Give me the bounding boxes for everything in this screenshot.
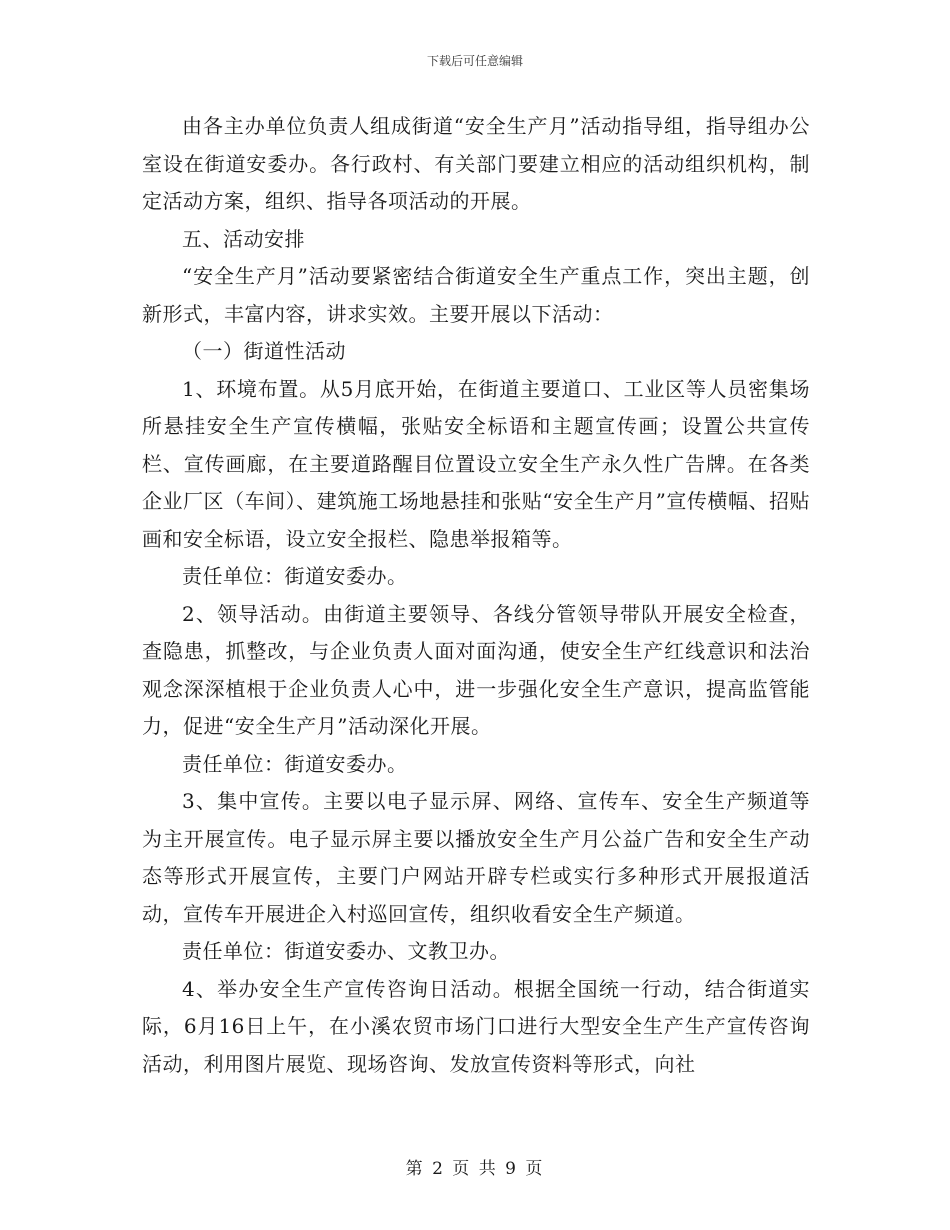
paragraph-item-2: 2、领导活动。由街道主要领导、各线分管领导带队开展安全检查，查隐患，抓整改，与企业负责人面对面沟通，使安全生产红线意识和法治观念深深植根于企业负责人心中，进一步强化安全生产意识，提高监管能力，促进“安全生产月”活动深化开展。 — [142, 601, 810, 738]
page-footer: 第 2 页 共 9 页 — [405, 1159, 545, 1179]
paragraph-item-4: 4、举办安全生产宣传咨询日活动。根据全国统一行动，结合街道实际，6月16日上午，在小溪农贸市场门口进行大型安全生产生产宣传咨询活动，利用图片展览、现场咨询、发放宣传资料等形式，向社 — [142, 976, 810, 1076]
subsection-heading-street: （一）街道性活动 — [182, 339, 346, 363]
section-heading-activities: 五、活动安排 — [182, 226, 305, 251]
page-header: 下载后可任意编辑 — [426, 54, 523, 68]
paragraph-guidance-group: 由各主办单位负责人组成街道“安全生产月”活动指导组，指导组办公室设在街道安委办。各行政村、有关部门要建立相应的活动组织机构，制定活动方案，组织、指导各项活动的开展。 — [142, 114, 810, 213]
paragraph-activities-intro: “安全生产月”活动要紧密结合街道安全生产重点工作，突出主题，创新形式，丰富内容，讲求实效。主要开展以下活动： — [142, 264, 810, 326]
responsible-unit-3: 责任单位：街道安委办、文教卫办。 — [182, 939, 510, 963]
responsible-unit-1: 责任单位：街道安委办。 — [182, 564, 408, 588]
paragraph-item-1: 1、环境布置。从5月底开始，在街道主要道口、工业区等人员密集场所悬挂安全生产宣传横幅，张贴安全标语和主题宣传画；设置公共宣传栏、宣传画廊，在主要道路醒目位置设立安全生产永久性广告牌。在各类企业厂区（车间）、建筑施工场地悬挂和张贴“安全生产月”宣传横幅、招贴画和安全标语，设立安全报栏、隐患举报箱等。 — [142, 376, 810, 551]
document-body — [142, 108, 810, 1083]
responsible-unit-2: 责任单位：街道安委办。 — [182, 751, 408, 776]
paragraph-item-3: 3、集中宣传。主要以电子显示屏、网络、宣传车、安全生产频道等为主开展宣传。电子显示屏主要以播放安全生产月公益广告和安全生产动态等形式开展宣传，主要门户网站开辟专栏或实行多种形式开展报道活动，宣传车开展进企入村巡回宣传，组织收看安全生产频道。 — [142, 789, 810, 926]
